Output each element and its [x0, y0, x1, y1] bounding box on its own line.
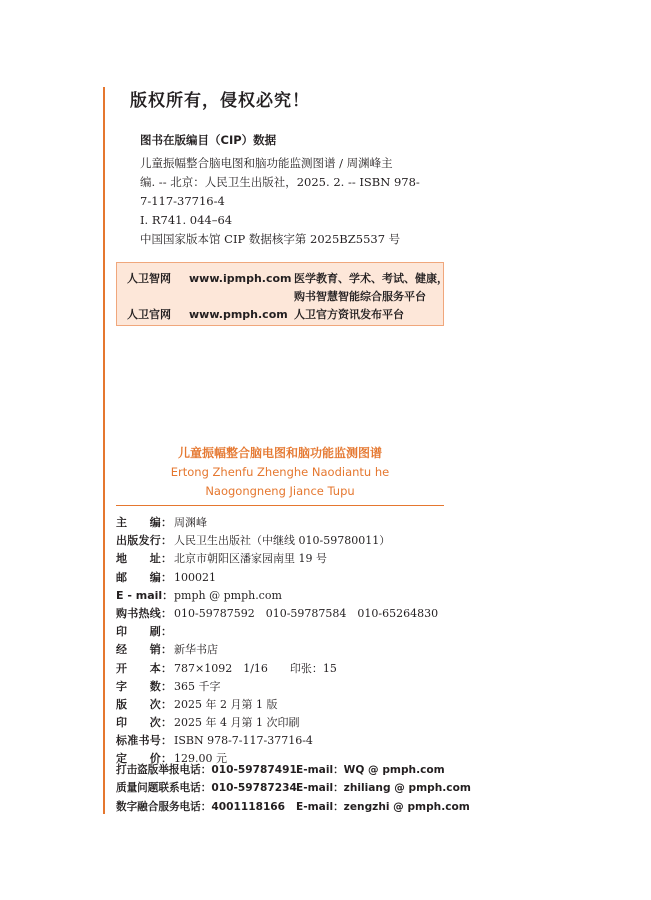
info-row: [116, 660, 438, 678]
info-label: 地 址：: [116, 552, 172, 566]
cip-line: Ⅰ. R741. 044–64: [140, 213, 233, 227]
info-row: [116, 569, 438, 587]
cip-line: 编. -- 北京：人民卫生出版社，2025. 2. -- ISBN 978-: [140, 175, 420, 189]
contact-row: [116, 779, 471, 797]
book-title-pinyin: Naogongneng Jiance Tupu: [205, 484, 355, 498]
info-row: [116, 587, 438, 605]
info-label: 标准书号：: [116, 734, 172, 748]
platform-name: 人卫智网: [127, 272, 171, 285]
contact-email[interactable]: E-mail：zhiliang @ pmph.com: [296, 782, 471, 795]
platform-desc: 医学教育、学术、考试、健康，: [294, 272, 448, 285]
platform-url[interactable]: www.ipmph.com: [189, 272, 292, 285]
info-label: 字 数：: [116, 679, 172, 693]
cip-heading: 图书在版编目（CIP）数据: [140, 133, 277, 147]
cip-line: 7-117-37716-4: [140, 194, 225, 208]
info-label: 印 刷：: [116, 625, 172, 639]
info-row: [116, 550, 438, 568]
info-label: 开 本：: [116, 661, 172, 675]
copyright-notice: 版权所有，侵权必究！: [130, 91, 310, 111]
book-title-block: [116, 444, 444, 501]
info-label: 购书热线：: [116, 606, 172, 620]
info-value: 2025 年 2 月第 1 版: [174, 697, 278, 711]
info-value: 365 千字: [174, 679, 221, 693]
info-row: [116, 641, 438, 659]
info-row: [116, 514, 438, 532]
cip-line: 中国国家版本馆 CIP 数据核字第 2025BZ5537 号: [140, 232, 401, 246]
contact-email[interactable]: E-mail：zengzhi @ pmph.com: [296, 800, 470, 813]
contact-email[interactable]: E-mail：WQ @ pmph.com: [296, 764, 445, 776]
info-value: 北京市朝阳区潘家园南里 19 号: [174, 552, 327, 566]
info-label: 定 价：: [116, 752, 172, 766]
info-value: ISBN 978-7-117-37716-4: [174, 734, 313, 748]
cip-block: [140, 131, 420, 249]
pmph-platform-box: [116, 262, 448, 326]
info-value: 周渊峰: [174, 516, 207, 529]
info-row: [116, 678, 438, 696]
info-label: 经 销：: [116, 643, 172, 657]
book-title-pinyin: Ertong Zhenfu Zhenghe Naodiantu he: [170, 465, 390, 479]
info-value: 100021: [174, 570, 216, 584]
info-row: [116, 605, 438, 623]
info-row: [116, 732, 438, 750]
info-value: 人民卫生出版社（中继线 010-59780011）: [174, 534, 391, 548]
info-value: 010-59787592 010-59787584 010-65264830: [174, 606, 439, 620]
info-label: 出版发行：: [116, 534, 172, 548]
title-separator: [116, 505, 444, 506]
info-value: 129.00 元: [174, 752, 227, 766]
info-row: [116, 714, 438, 732]
left-accent-rule: [103, 87, 105, 814]
platform-desc-cont: 购书智慧智能综合服务平台: [294, 290, 426, 303]
platform-url[interactable]: www.pmph.com: [189, 308, 288, 321]
info-label: 印 次：: [116, 716, 172, 730]
info-row: [116, 623, 438, 641]
platform-row: [127, 270, 448, 286]
contact-row: [116, 761, 471, 779]
info-value: 787×1092 1/16 印张：15: [174, 661, 337, 675]
platform-row: [127, 306, 404, 322]
publication-info: [116, 514, 438, 769]
info-label: 邮 编：: [116, 570, 172, 584]
contact-row: [116, 798, 471, 816]
contact-block: [116, 761, 471, 816]
info-label: 版 次：: [116, 697, 172, 711]
contact-phone: 质量问题联系电话：010-59787234: [116, 782, 297, 795]
platform-desc: 人卫官方资讯发布平台: [294, 308, 404, 321]
platform-name: 人卫官网: [127, 308, 171, 321]
info-row: [116, 532, 438, 550]
info-label: 主 编：: [116, 516, 172, 529]
info-label: E - mail：: [116, 588, 174, 602]
info-value: 新华书店: [174, 643, 218, 657]
contact-phone: 数字融合服务电话：4001118166: [116, 800, 286, 813]
info-value: pmph @ pmph.com: [174, 588, 282, 602]
cip-line: 儿童振幅整合脑电图和脑功能监测图谱 / 周渊峰主: [140, 156, 393, 170]
info-value: 2025 年 4 月第 1 次印刷: [174, 716, 300, 730]
book-title-cn: 儿童振幅整合脑电图和脑功能监测图谱: [177, 446, 382, 460]
info-row: [116, 696, 438, 714]
contact-phone: 打击盗版举报电话：010-59787491: [116, 764, 297, 776]
